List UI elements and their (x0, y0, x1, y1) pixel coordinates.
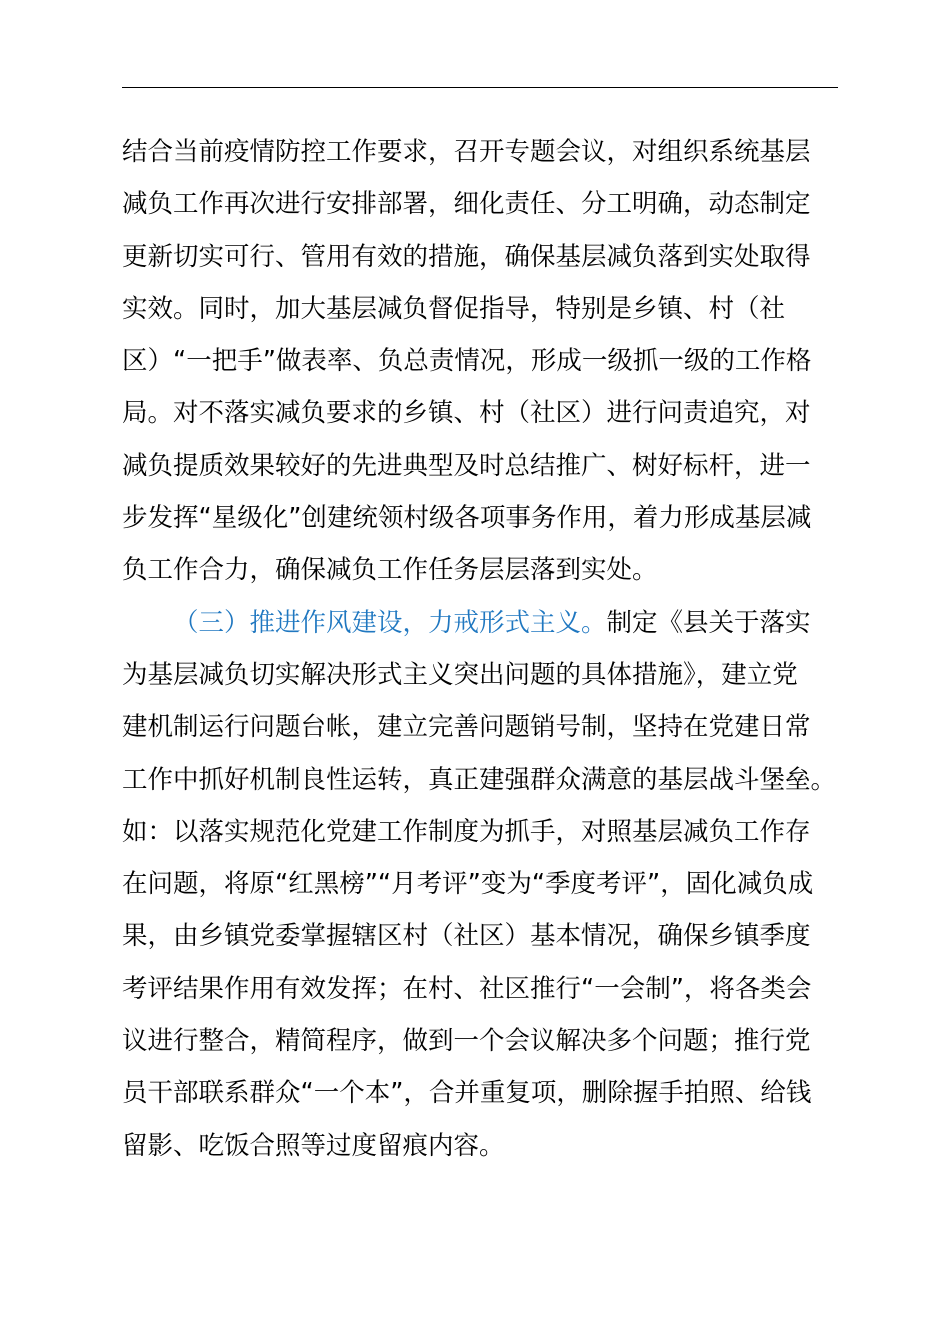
paragraph-line: 工作中抓好机制良性运转，真正建强群众满意的基层战斗堡垒。 (122, 764, 837, 795)
paragraph-line: 在问题，将原“红黑榜”“月考评”变为“季度考评”，固化减负成 (122, 869, 814, 900)
document-body (122, 126, 852, 1172)
paragraph-line: 考评结果作用有效发挥；在村、社区推行“一会制”，将各类会 (122, 973, 812, 1004)
section-3-first-line-text: 制定《县关于落实 (606, 607, 811, 638)
paragraph-line: 员干部联系群众“一个本”，合并重复项，删除握手拍照、给钱 (122, 1078, 812, 1109)
paragraph-line: 为基层减负切实解决形式主义突出问题的具体措施》，建立党 (122, 659, 798, 690)
paragraph-line: 建机制运行问题台帐，建立完善问题销号制，坚持在党建日常 (122, 712, 811, 743)
paragraph-line: 减负工作再次进行安排部署，细化责任、分工明确，动态制定 (122, 189, 811, 220)
paragraph-line: 留影、吃饭合照等过度留痕内容。 (122, 1130, 505, 1161)
paragraph-line: 步发挥“星级化”创建统领村级各项事务作用，着力形成基层减 (122, 503, 812, 534)
paragraph-line: 实效。同时，加大基层减负督促指导，特别是乡镇、村（社 (122, 293, 786, 324)
paragraph-line: 减负提质效果较好的先进典型及时总结推广、树好标杆，进一 (122, 450, 811, 481)
paragraph-line: 更新切实可行、管用有效的措施，确保基层减负落到实处取得 (122, 241, 811, 272)
paragraph-line: 区）“一把手”做表率、负总责情况，形成一级抓一级的工作格 (122, 346, 812, 377)
section-3 (122, 597, 852, 1172)
paragraph-line: 负工作合力，确保减负工作任务层层落到实处。 (122, 555, 658, 586)
paragraph-line: 局。对不落实减负要求的乡镇、村（社区）进行问责追究，对 (122, 398, 811, 429)
header-rule (122, 87, 838, 88)
paragraph-1 (122, 126, 852, 597)
paragraph-line: 议进行整合，精简程序，做到一个会议解决多个问题；推行党 (122, 1026, 811, 1057)
paragraph-line: 果，由乡镇党委掌握辖区村（社区）基本情况，确保乡镇季度 (122, 921, 811, 952)
paragraph-line: 如：以落实规范化党建工作制度为抓手，对照基层减负工作存 (122, 816, 811, 847)
paragraph-line: 结合当前疫情防控工作要求，召开专题会议，对组织系统基层 (122, 137, 811, 167)
section-3-first-line (122, 597, 852, 649)
section-heading: （三）推进作风建设，力戒形式主义。 (173, 607, 607, 638)
